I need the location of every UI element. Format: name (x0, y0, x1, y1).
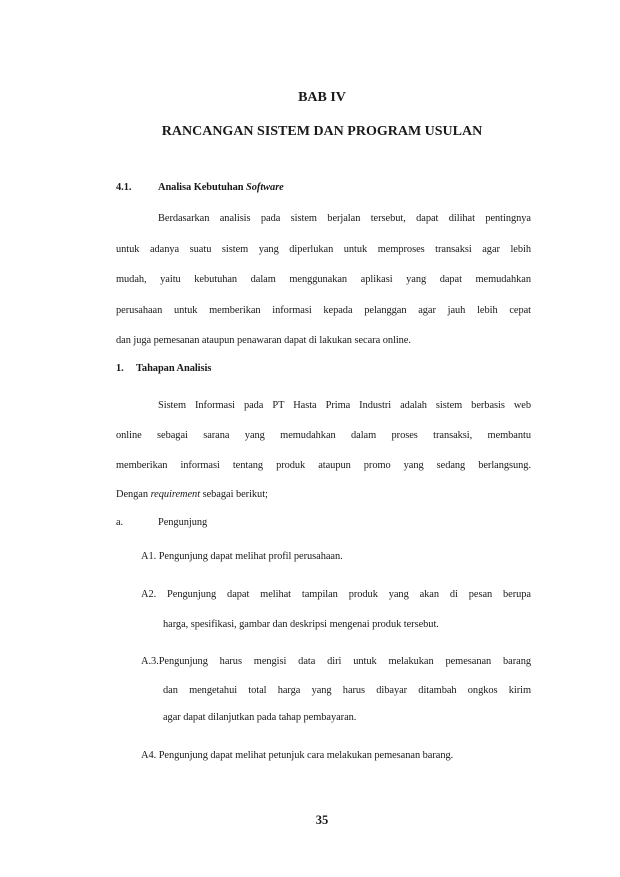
para1-line-1: Berdasarkan analisis pada sistem berjalan tersebut, dapat dilihat pentingnya (158, 213, 531, 224)
section-title-italic: Software (246, 182, 284, 193)
page-number: 35 (315, 813, 329, 827)
para2-line-1: Sistem Informasi pada PT Hasta Prima Industri adalah sistem berbasis web (158, 400, 531, 411)
para2-line-2: online sebagai sarana yang memudahkan dalam proses transaksi, membantu (116, 430, 531, 441)
list-item-a3-line-2: dan mengetahui total harga yang harus dibayar ditambah ongkos kirim (163, 685, 531, 696)
para2-line-4 (116, 489, 268, 500)
list-item-a3-line-1: A.3.Pengunjung harus mengisi data diri untuk melakukan pemesanan barang (141, 656, 531, 667)
para1-line-4: perusahaan untuk memberikan informasi kepada pelanggan agar jauh lebih cepat (116, 305, 531, 316)
section-title-plain: Analisa Kebutuhan (158, 182, 244, 193)
para2-italic-term: requirement (150, 489, 201, 500)
para1-line-5: dan juga pemesanan ataupun penawaran dapat di lakukan secara online. (116, 335, 411, 346)
para2-line-3: memberikan informasi tentang produk ataupun promo yang sedang berlangsung. (116, 460, 531, 471)
subsection-title: Tahapan Analisis (136, 363, 212, 374)
list-item-a2-line-2: harga, spesifikasi, gambar dan deskripsi mengenai produk tersebut. (163, 619, 439, 630)
list-item-a1: A1. Pengunjung dapat melihat profil perusahaan. (141, 551, 343, 562)
para2-line-4-tail: sebagai berikut; (200, 489, 268, 500)
para1-line-3: mudah, yaitu kebutuhan dalam menggunakan aplikasi yang dapat memudahkan (116, 274, 531, 285)
para2-line-4-start: Dengan (116, 489, 149, 500)
subsection-number: 1. (116, 363, 124, 374)
section-number: 4.1. (116, 182, 132, 193)
chapter-label: BAB IV (298, 90, 346, 105)
list-marker: a. (116, 517, 124, 528)
list-label: Pengunjung (158, 517, 208, 528)
para1-line-2: untuk adanya suatu sistem yang diperlukan untuk memproses transaksi agar lebih (116, 244, 531, 255)
chapter-title: RANCANGAN SISTEM DAN PROGRAM USULAN (161, 124, 483, 139)
section-title (158, 182, 284, 193)
list-item-a2-line-1: A2. Pengunjung dapat melihat tampilan produk yang akan di pesan berupa (141, 589, 531, 600)
list-item-a3-line-3: agar dapat dilanjutkan pada tahap pembayaran. (163, 712, 357, 723)
list-item-a4: A4. Pengunjung dapat melihat petunjuk cara melakukan pemesanan barang. (141, 750, 454, 761)
